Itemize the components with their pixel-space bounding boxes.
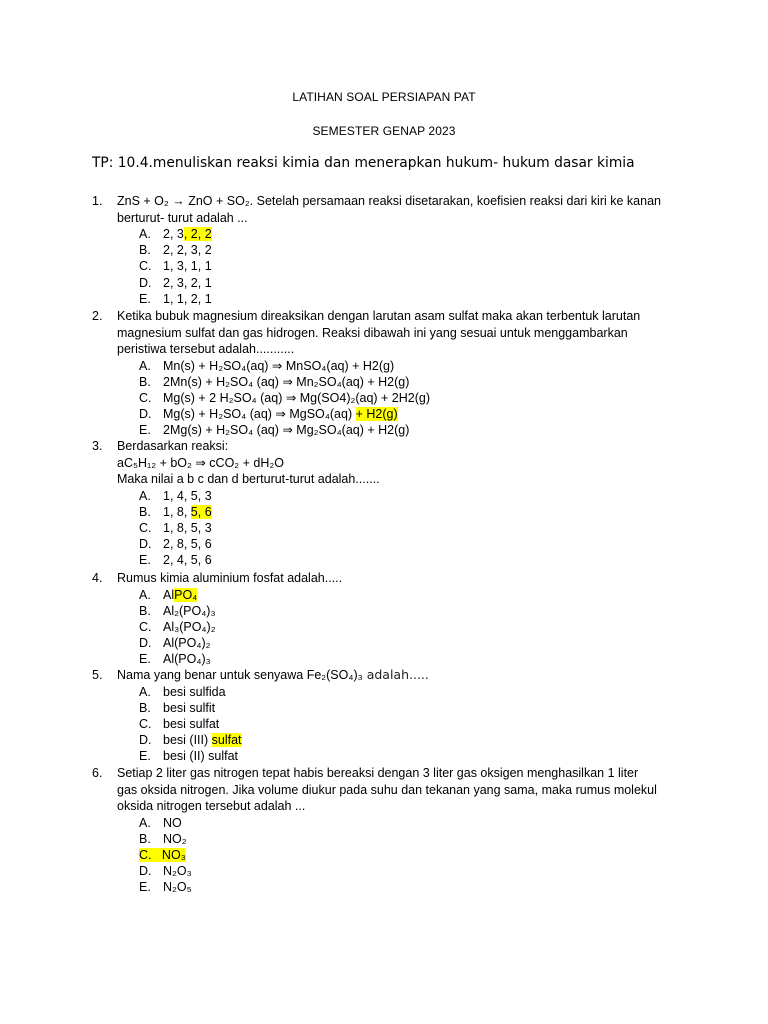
option-a[interactable]: A. AlPO₄ — [139, 587, 198, 602]
option-d[interactable]: D. 2, 3, 2, 1 — [139, 275, 212, 290]
option-b[interactable]: B. Al₂(PO₄)₃ — [139, 603, 216, 618]
question-stem: peristiwa tersebut adalah........... — [117, 342, 295, 356]
option-b[interactable]: B. NO₂ — [139, 831, 187, 846]
option-c[interactable] — [139, 847, 682, 863]
option-a[interactable]: A. 1, 4, 5, 3 — [139, 488, 212, 503]
option-list — [139, 684, 682, 765]
question-stem: Rumus kimia aluminium fosfat adalah..... — [117, 571, 343, 585]
question-number: 1. — [92, 194, 103, 208]
option-e[interactable]: E. 2Mg(s) + H₂SO₄ (aq) ⇒ Mg₂SO₄(aq) + H2(g) — [139, 423, 410, 438]
highlighted-answer: C. NO₃ — [139, 847, 186, 862]
question-stem: Setiap 2 liter gas nitrogen tepat habis bereaksi dengan 3 liter gas oksigen menghasilkan 1 liter — [117, 766, 639, 780]
option-b[interactable]: B. besi sulfit — [139, 700, 216, 715]
option-list — [139, 488, 682, 569]
option-d[interactable]: D. 2, 8, 5, 6 — [139, 537, 212, 552]
option-b[interactable]: B. 2Mn(s) + H₂SO₄ (aq) ⇒ Mn₂SO₄(aq) + H2(g) — [139, 374, 410, 389]
option-list — [139, 226, 682, 307]
reaction-equation: aC₅H₁₂ + bO₂ ⇒ cCO₂ + dH₂O — [117, 455, 284, 470]
question-stem: oksida nitrogen tersebut adalah ... — [117, 799, 306, 813]
question-stem: magnesium sulfat dan gas hidrogen. Reaksi dibawah ini yang sesuai untuk menggambarkan — [117, 325, 628, 340]
option-b[interactable]: B. 2, 2, 3, 2 — [139, 243, 212, 258]
option-c[interactable]: C. Al₃(PO₄)₂ — [139, 619, 216, 634]
document-title: LATIHAN SOAL PERSIAPAN PAT — [292, 90, 476, 104]
question-4 — [92, 570, 682, 667]
option-d[interactable]: D. besi (III) sulfat — [139, 733, 242, 748]
option-e[interactable]: E. besi (II) sulfat — [139, 749, 239, 764]
highlighted-answer: , 2, 2 — [183, 227, 212, 241]
highlighted-answer: + H2(g) — [355, 407, 398, 422]
option-b[interactable]: B. 1, 8, 5, 6 — [139, 504, 212, 519]
question-6 — [92, 765, 682, 895]
question-stem: ZnS + O₂ → ZnO + SO₂. Setelah persamaan reaksi disetarakan, koefisien reaksi dari kiri ke kanan — [117, 194, 661, 208]
option-a[interactable]: A. NO — [139, 815, 182, 830]
option-a[interactable]: A. 2, 3, 2, 2 — [139, 227, 212, 241]
question-stem: berturut- turut adalah ... — [117, 210, 248, 225]
question-stem: gas oksida nitrogen. Jika volume diukur pada suhu dan tekanan yang sama, maka rumus molekul — [117, 782, 657, 797]
option-a[interactable]: A. Mn(s) + H₂SO₄(aq) ⇒ MnSO₄(aq) + H2(g) — [139, 358, 395, 373]
option-e[interactable]: E. 2, 4, 5, 6 — [139, 553, 212, 568]
option-e[interactable]: E. 1, 1, 2, 1 — [139, 291, 212, 306]
question-number: 3. — [92, 439, 103, 453]
highlighted-answer: sulfat — [211, 733, 242, 748]
learning-objective: TP: 10.4.menuliskan reaksi kimia dan menerapkan hukum- hukum dasar kimia — [92, 155, 635, 171]
question-number: 5. — [92, 668, 103, 682]
question-1 — [92, 193, 682, 307]
option-list — [139, 587, 682, 668]
option-c[interactable]: C. 1, 8, 5, 3 — [139, 520, 212, 535]
option-d[interactable]: D. Al(PO₄)₂ — [139, 636, 211, 651]
option-a[interactable]: A. besi sulfida — [139, 684, 226, 699]
question-number: 4. — [92, 571, 103, 585]
option-c[interactable]: C. 1, 3, 1, 1 — [139, 259, 212, 274]
option-c[interactable]: C. Mg(s) + 2 H₂SO₄ (aq) ⇒ Mg(SO4)₂(aq) + 2H2(g) — [139, 390, 431, 405]
highlighted-answer: PO₄ — [174, 587, 198, 602]
option-d[interactable]: D. Mg(s) + H₂SO₄ (aq) ⇒ MgSO₄(aq) + H2(g) — [139, 407, 398, 422]
question-number: 2. — [92, 309, 103, 323]
question-stem: Maka nilai a b c dan d berturut-turut adalah....... — [117, 472, 380, 486]
highlighted-answer: 5, 6 — [190, 504, 212, 519]
question-2 — [92, 308, 682, 438]
option-list — [139, 358, 682, 439]
question-stem: Berdasarkan reaksi: — [117, 439, 229, 453]
question-stem: Nama yang benar untuk senyawa Fe₂(SO₄)₃ adalah..... — [117, 667, 429, 682]
option-e[interactable]: E. Al(PO₄)₃ — [139, 652, 211, 667]
option-list — [139, 815, 682, 896]
option-e[interactable]: E. N₂O₅ — [139, 880, 192, 895]
question-stem: Ketika bubuk magnesium direaksikan dengan larutan asam sulfat maka akan terbentuk larutan — [117, 309, 641, 323]
option-d[interactable]: D. N₂O₃ — [139, 864, 192, 879]
document-subtitle: SEMESTER GENAP 2023 — [312, 124, 456, 138]
question-3 — [92, 438, 682, 568]
option-c[interactable]: C. besi sulfat — [139, 716, 220, 731]
question-5 — [92, 667, 682, 764]
question-number: 6. — [92, 766, 103, 780]
